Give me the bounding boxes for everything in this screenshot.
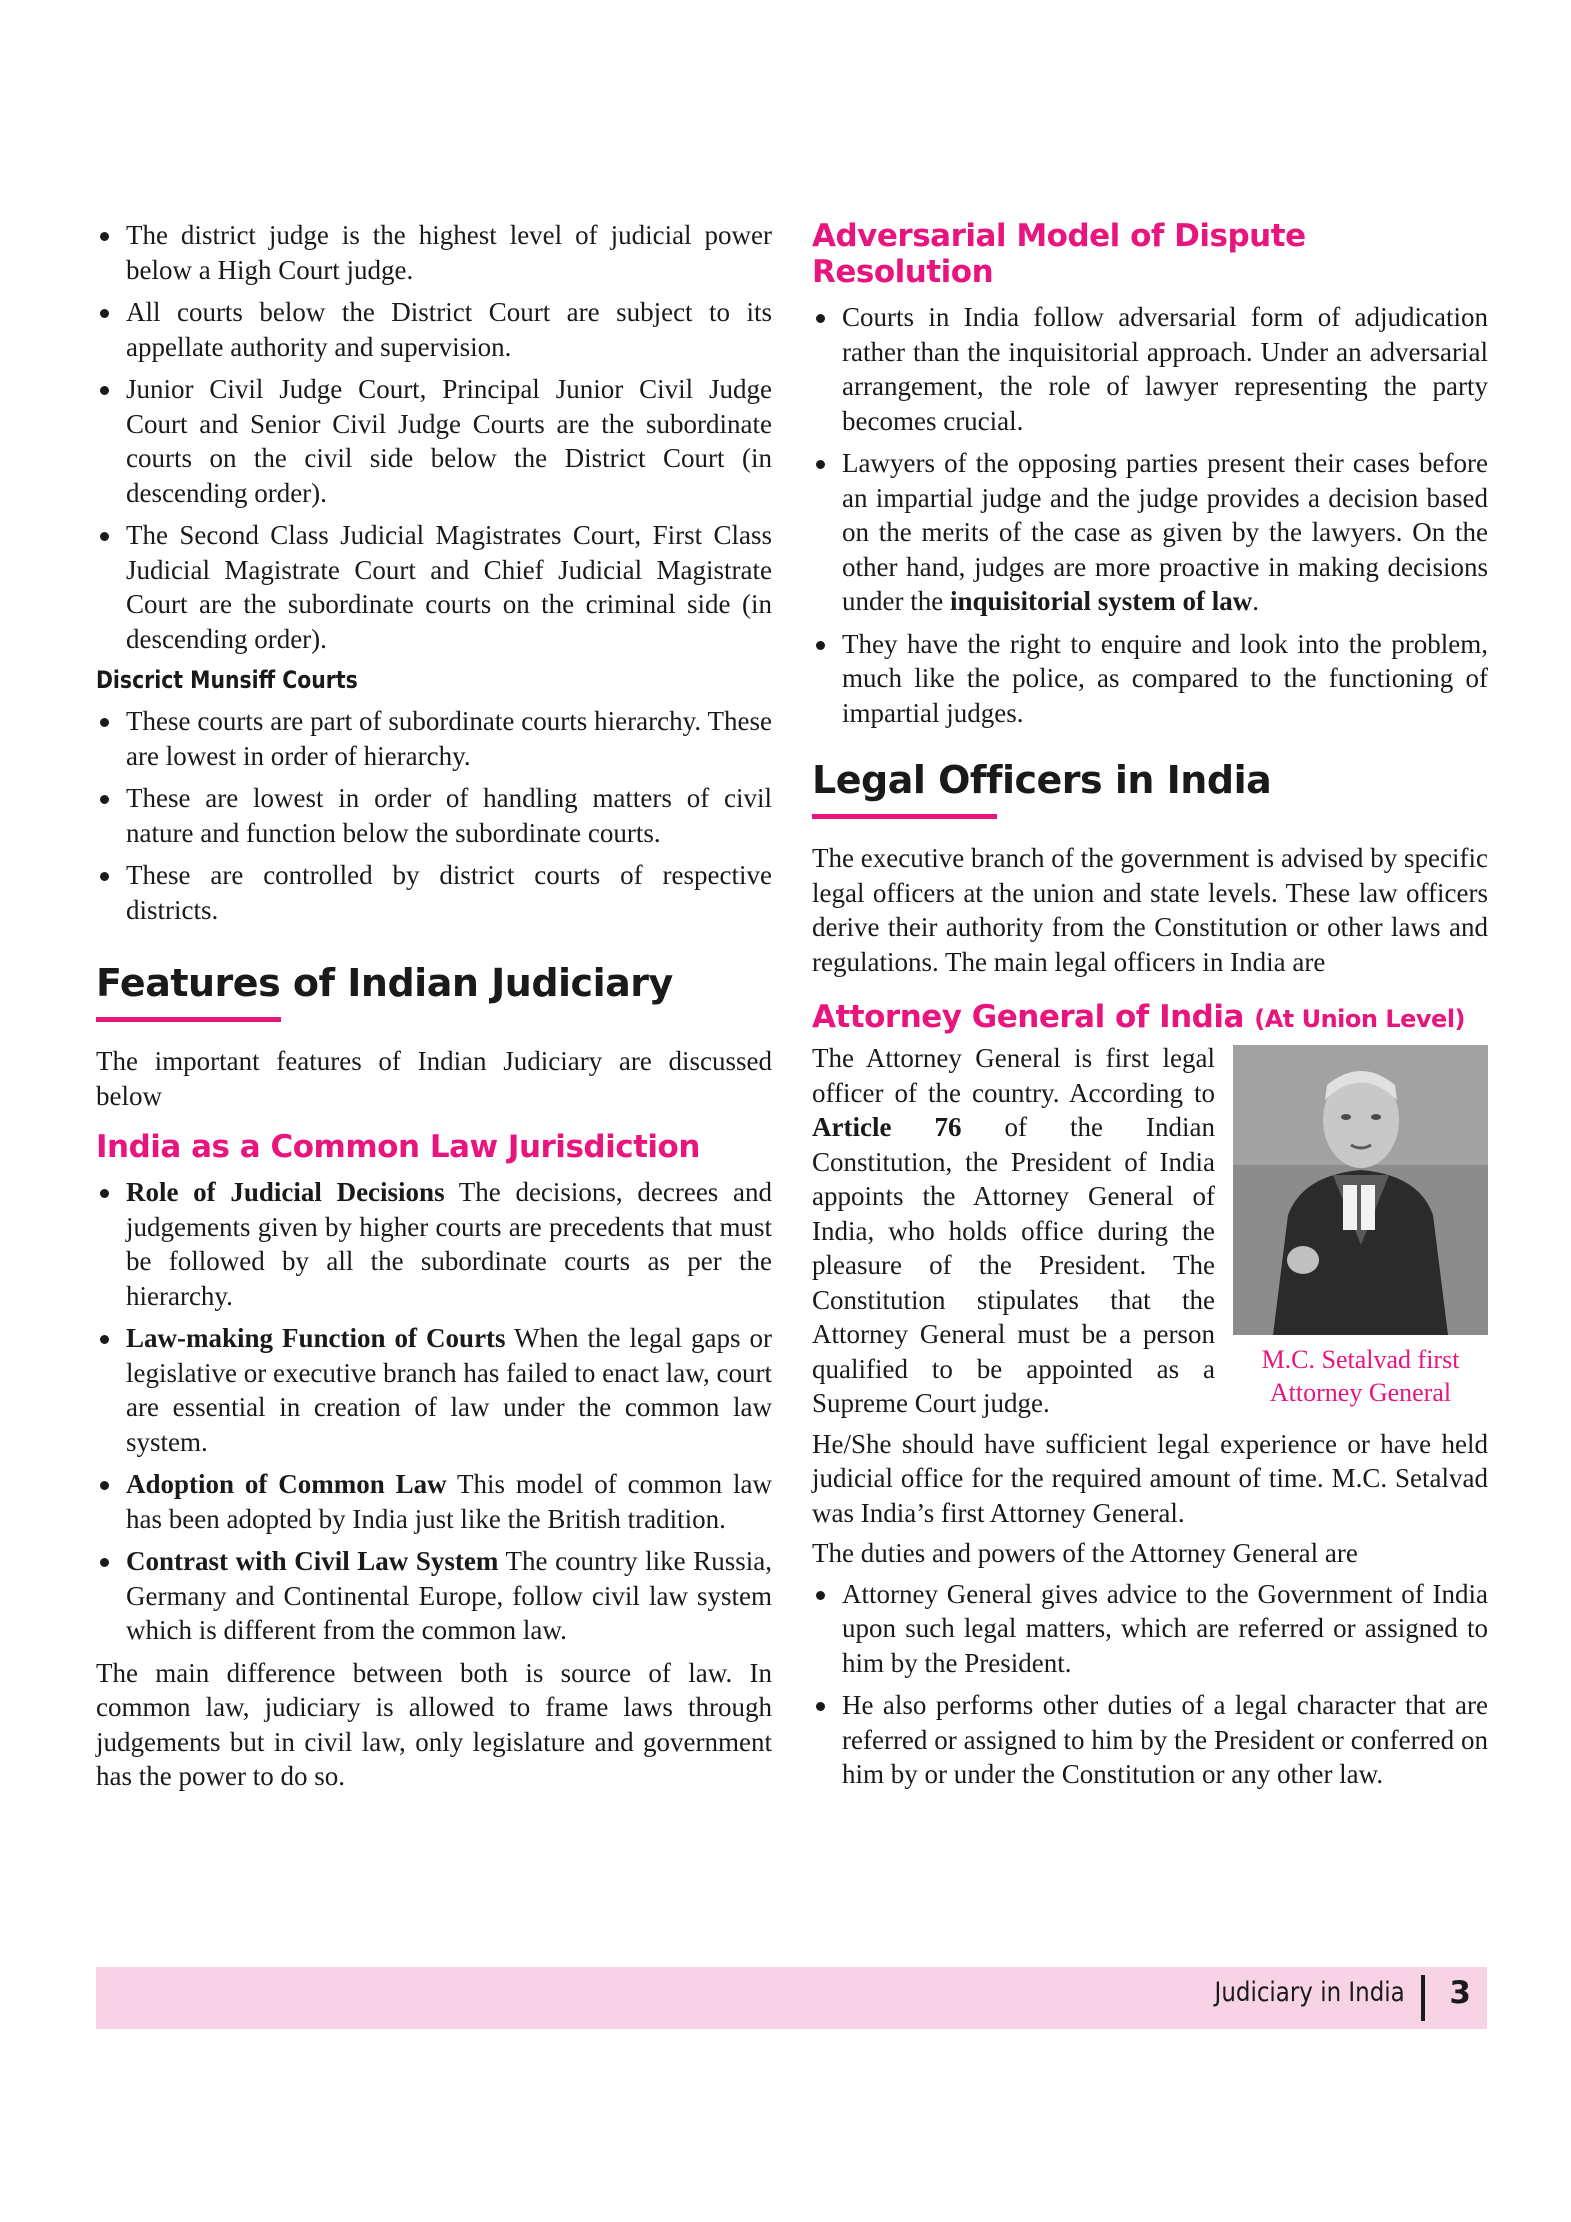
list-item: Attorney General gives advice to the Government of India upon such legal matters, which are referred or assigned to him by the President.: [812, 1577, 1488, 1681]
item-text: The country like Russia, Germany and Continental Europe, follow civil law system which is different from the common law.: [126, 1546, 772, 1645]
common-law-heading: India as a Common Law Jurisdiction: [96, 1129, 700, 1165]
item-text: When the legal gaps or legislative or executive branch has failed to enact law, court are essential in creation of law under the common law system.: [126, 1323, 772, 1457]
list-item: These are lowest in order of handling matters of civil nature and function below the subordinate courts.: [96, 781, 772, 850]
left-column: [96, 218, 772, 1794]
legal-officers-paragraph: The executive branch of the government is advised by specific legal officers at the union and state levels. These law officers derive their authority from the Constitution or other laws and regulations. The main legal officers in India are: [812, 843, 1488, 977]
portrait-illustration: [1233, 1045, 1488, 1335]
attorney-general-heading: [812, 999, 1488, 1035]
heading-underline: [96, 1017, 281, 1022]
list-item: [96, 1321, 772, 1459]
features-heading: Features of Indian Judiciary: [96, 961, 673, 1005]
list-item: [96, 1175, 772, 1313]
ag-qualification-paragraph: He/She should have sufficient legal experience or have held judicial office for the required amount of time. M.C. Setalvad was India’s first Attorney General.: [812, 1428, 1488, 1528]
list-item: They have the right to enquire and look into the problem, much like the police, as compared to the functioning of impartial judges.: [812, 627, 1488, 731]
photo-figure: [1233, 1045, 1488, 1409]
list-item: [812, 446, 1488, 619]
item-term: Law-making Function of Courts: [126, 1323, 506, 1353]
ag-text: The Attorney General is first legal officer of the country. According to: [812, 1043, 1215, 1108]
list-item: These are controlled by district courts of respective districts.: [96, 858, 772, 927]
heading-underline: [812, 814, 997, 819]
footer-title: Judiciary in India: [1214, 1977, 1405, 2008]
court-hierarchy-list: [96, 218, 772, 656]
list-item: These courts are part of subordinate courts hierarchy. These are lowest in order of hierarchy.: [96, 704, 772, 773]
item-text: .: [1252, 586, 1259, 616]
features-intro: The important features of Indian Judiciary are discussed below: [96, 1046, 772, 1111]
item-term: Role of Judicial Decisions: [126, 1177, 445, 1207]
munsiff-list: [96, 704, 772, 927]
ag-text: of the Indian Constitution, the President of India appoints the Attorney General of India, who holds office during the pleasure of the President. The Constitution stipulates that the Attorney General must be a person qualified to be appointed as a Supreme Court judge.: [812, 1112, 1215, 1418]
item-bold: inquisitorial system of law: [949, 586, 1253, 616]
article-ref: Article 76: [812, 1112, 962, 1142]
item-term: Contrast with Civil Law System: [126, 1546, 499, 1576]
list-item: The district judge is the highest level of judicial power below a High Court judge.: [96, 218, 772, 287]
list-item: The Second Class Judicial Magistrates Court, First Class Judicial Magistrate Court and Chief Judicial Magistrate Court are the subordinate courts on the criminal side (in descending order).: [96, 518, 772, 656]
ag-heading-text: Attorney General of India: [812, 999, 1244, 1035]
adversarial-heading: Adversarial Model of Dispute Resolution: [812, 218, 1306, 290]
list-item: He also performs other duties of a legal character that are referred or assigned to him by the President or conferred on him by or under the Constitution or any other law.: [812, 1688, 1488, 1792]
difference-paragraph: The main difference between both is source of law. In common law, judiciary is allowed to frame laws through judgements but in civil law, only legislature and government has the power to do so.: [96, 1657, 772, 1791]
common-law-list: [96, 1175, 772, 1648]
munsiff-heading: Discrict Munsiff Courts: [96, 666, 358, 694]
setalvad-photo: [1233, 1045, 1488, 1335]
item-text: The decisions, decrees and judgements given by higher courts are precedents that must be followed by all the subordinate courts as per the hierarchy.: [126, 1177, 772, 1311]
duties-list: [812, 1577, 1488, 1792]
list-item: [96, 1544, 772, 1648]
item-text: Lawyers of the opposing parties present their cases before an impartial judge and the judge provides a decision based on the merits of the case as given by the lawyers. On the other hand, judges are more proactive in making decisions under the: [842, 448, 1488, 616]
page-footer: [96, 1967, 1487, 2029]
legal-officers-heading: Legal Officers in India: [812, 758, 1272, 802]
ag-heading-suffix: (At Union Level): [1254, 1005, 1466, 1033]
item-text: This model of common law has been adopted by India just like the British tradition.: [126, 1469, 772, 1534]
list-item: [96, 1467, 772, 1536]
right-column: [812, 218, 1488, 1800]
item-term: Adoption of Common Law: [126, 1469, 447, 1499]
page-number: 3: [1449, 1975, 1471, 2011]
list-item: All courts below the District Court are subject to its appellate authority and supervision.: [96, 295, 772, 364]
list-item: Courts in India follow adversarial form of adjudication rather than the inquisitorial approach. Under an adversarial arrangement, the role of lawyer representing the party becomes crucial.: [812, 300, 1488, 438]
adversarial-list: [812, 300, 1488, 730]
photo-caption: M.C. Setalvad first Attorney General: [1261, 1345, 1460, 1407]
list-item: Junior Civil Judge Court, Principal Junior Civil Judge Court and Senior Civil Judge Courts are the subordinate courts on the civil side below the District Court (in descending order).: [96, 372, 772, 510]
footer-divider: [1421, 1975, 1425, 2021]
duties-intro: The duties and powers of the Attorney General are: [812, 1538, 1358, 1568]
